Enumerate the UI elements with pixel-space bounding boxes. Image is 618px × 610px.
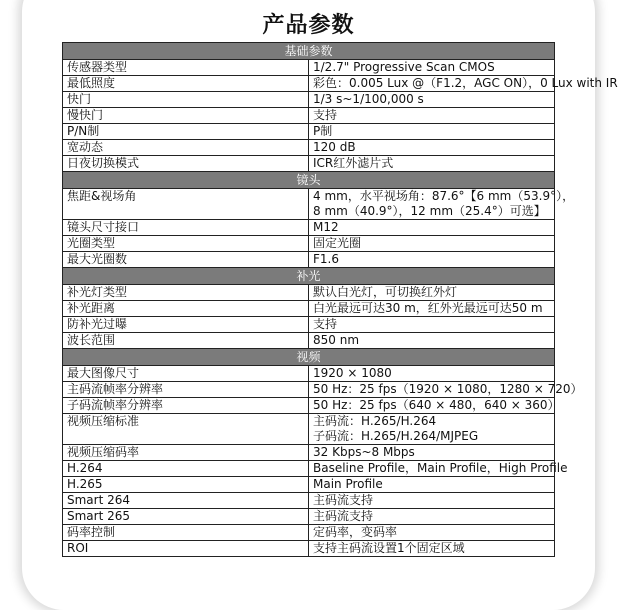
table-row [63, 461, 555, 477]
row-value [309, 541, 555, 557]
table-row [63, 477, 555, 493]
table-row [63, 317, 555, 333]
section-heading: 镜头 [63, 172, 555, 189]
value-line: 彩色：0.005 Lux @（F1.2，AGC ON），0 Lux with IR [313, 76, 618, 90]
row-label: 防补光过曝 [63, 317, 309, 333]
value-line: 1/2.7" Progressive Scan CMOS [313, 60, 495, 74]
value-line: ICR红外滤片式 [313, 156, 394, 170]
value-line: 白光最远可达30 m，红外光最远可达50 m [313, 301, 543, 315]
value-line: 120 dB [313, 140, 356, 154]
table-row [63, 525, 555, 541]
row-value [309, 445, 555, 461]
value-line: 1920 × 1080 [313, 366, 392, 380]
value-line: 8 mm（40.9°），12 mm（25.4°）可选】 [313, 204, 546, 218]
row-label: H.265 [63, 477, 309, 493]
row-value [309, 236, 555, 252]
row-value [309, 398, 560, 414]
table-row [63, 333, 555, 349]
table-row [63, 92, 555, 108]
value-line: M12 [313, 220, 339, 234]
value-line: 默认白光灯，可切换红外灯 [313, 285, 458, 299]
table-row [63, 140, 555, 156]
table-row [63, 493, 555, 509]
row-value [309, 189, 575, 220]
value-line: 支持主码流设置1个固定区域 [313, 541, 465, 555]
table-row [63, 189, 555, 220]
row-value [309, 92, 555, 108]
row-value [309, 382, 583, 398]
row-label: 宽动态 [63, 140, 309, 156]
row-value [309, 317, 555, 333]
value-line: 32 Kbps~8 Mbps [313, 445, 415, 459]
value-line: Baseline Profile，Main Profile，High Profile [313, 461, 568, 475]
row-label: Smart 264 [63, 493, 309, 509]
page-title: 产品参数 [262, 13, 355, 38]
table-row [63, 124, 555, 140]
value-line: P制 [313, 124, 333, 138]
row-value [309, 461, 568, 477]
row-label: ROI [63, 541, 309, 557]
row-value [309, 285, 555, 301]
value-line: 定码率，变码率 [313, 525, 398, 539]
table-row [63, 252, 555, 268]
value-line: 子码流：H.265/H.264/MJPEG [313, 429, 479, 443]
row-value [309, 333, 555, 349]
row-label: 镜头尺寸接口 [63, 220, 309, 236]
value-line: 支持 [313, 108, 338, 122]
row-value [309, 60, 555, 76]
value-line: 50 Hz：25 fps（640 × 480，640 × 360） [313, 398, 560, 412]
table-row [63, 156, 555, 172]
row-label: 补光距离 [63, 301, 309, 317]
row-label: 最大光圈数 [63, 252, 309, 268]
section-header [63, 43, 555, 60]
row-label: P/N制 [63, 124, 309, 140]
row-label: 快门 [63, 92, 309, 108]
row-label: 光圈类型 [63, 236, 309, 252]
table-row [63, 382, 555, 398]
spec-table [62, 42, 618, 557]
row-value [309, 525, 555, 541]
row-label: 视频压缩码率 [63, 445, 309, 461]
table-row [63, 60, 555, 76]
row-value [309, 76, 618, 92]
section-header [63, 268, 555, 285]
row-label: Smart 265 [63, 509, 309, 525]
value-line: 支持 [313, 317, 338, 331]
table-row [63, 236, 555, 252]
row-value [309, 477, 555, 493]
row-value [309, 156, 555, 172]
table-row [63, 414, 555, 445]
section-heading: 补光 [63, 268, 555, 285]
row-value [309, 124, 555, 140]
value-line: 4 mm，水平视场角：87.6°【6 mm（53.9°）， [313, 189, 575, 203]
row-label: 主码流帧率分辨率 [63, 382, 309, 398]
row-value [309, 366, 555, 382]
value-line: 850 nm [313, 333, 360, 347]
section-heading: 基础参数 [63, 43, 555, 60]
row-label: 补光灯类型 [63, 285, 309, 301]
section-header [63, 349, 555, 366]
value-line: 1/3 s~1/100,000 s [313, 92, 424, 106]
row-label: 慢快门 [63, 108, 309, 124]
table-row [63, 76, 555, 92]
row-value [309, 108, 555, 124]
row-label: 波长范围 [63, 333, 309, 349]
table-row [63, 285, 555, 301]
row-label: 视频压缩标准 [63, 414, 309, 445]
row-label: H.264 [63, 461, 309, 477]
value-line: 主码流支持 [313, 493, 374, 507]
table-row [63, 445, 555, 461]
value-line: 固定光圈 [313, 236, 362, 250]
section-heading: 视频 [63, 349, 555, 366]
value-line: 主码流：H.265/H.264 [313, 414, 437, 428]
value-line: 50 Hz：25 fps（1920 × 1080，1280 × 720） [313, 382, 583, 396]
row-value [309, 493, 555, 509]
row-value [309, 252, 555, 268]
table-row [63, 220, 555, 236]
value-line: Main Profile [313, 477, 383, 491]
row-label: 最大图像尺寸 [63, 366, 309, 382]
row-label: 焦距&视场角 [63, 189, 309, 220]
row-label: 最低照度 [63, 76, 309, 92]
row-value [309, 140, 555, 156]
table-row [63, 509, 555, 525]
value-line: F1.6 [313, 252, 339, 266]
table-row [63, 301, 555, 317]
row-label: 码率控制 [63, 525, 309, 541]
table-row [63, 108, 555, 124]
table-row [63, 541, 555, 557]
table-row [63, 366, 555, 382]
section-header [63, 172, 555, 189]
row-label: 日夜切换模式 [63, 156, 309, 172]
row-value [309, 414, 555, 445]
row-value [309, 220, 555, 236]
row-value [309, 509, 555, 525]
row-label: 子码流帧率分辨率 [63, 398, 309, 414]
row-value [309, 301, 555, 317]
value-line: 主码流支持 [313, 509, 374, 523]
row-label: 传感器类型 [63, 60, 309, 76]
table-row [63, 398, 555, 414]
